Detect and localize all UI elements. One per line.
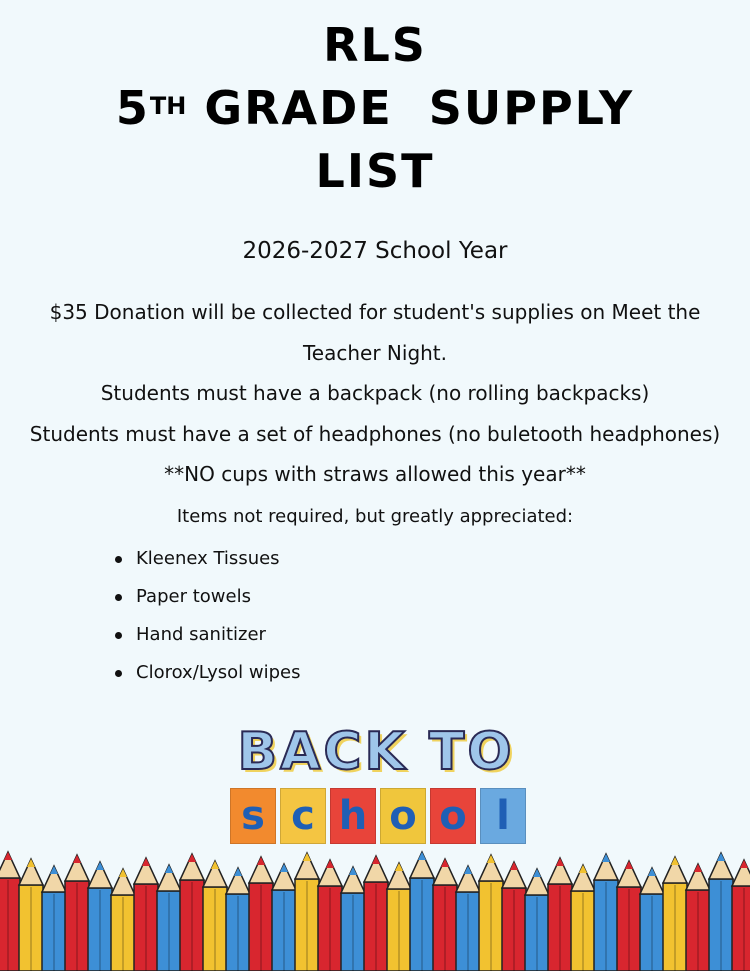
pencil-icon [0, 852, 20, 971]
pencil-icon [180, 854, 204, 971]
list-item-label: Clorox/Lysol wipes [136, 662, 301, 683]
cups-note: **NO cups with straws allowed this year** [164, 462, 586, 486]
pencil-icon [571, 865, 595, 971]
pencil-icon [19, 859, 43, 971]
pencil-icon [88, 862, 112, 971]
pencil-border [0, 842, 750, 971]
pencil-icon [410, 852, 434, 971]
list-item-label: Kleenex Tissues [136, 548, 280, 569]
supply-list [115, 540, 301, 692]
pencil-icon [502, 862, 526, 971]
pencil-icon [433, 859, 457, 971]
pencil-icon [387, 863, 411, 971]
pencil-icon [364, 856, 388, 971]
pencil-icon [456, 866, 480, 971]
info-block [20, 292, 730, 495]
pencil-icon [203, 861, 227, 971]
pencil-icon [548, 858, 572, 971]
list-item [115, 578, 301, 616]
bullet-icon [115, 556, 122, 563]
letter-block: o [430, 788, 476, 844]
list-item-label: Paper towels [136, 586, 251, 607]
list-item [115, 654, 301, 692]
appreciated-heading: Items not required, but greatly appreciated: [176, 506, 574, 527]
letter-block: l [480, 788, 526, 844]
donation-note: $35 Donation will be collected for student's supplies on Meet the Teacher Night. [49, 300, 701, 365]
back-to-school-graphic [226, 722, 526, 848]
letter-block: h [330, 788, 376, 844]
page-title [0, 14, 750, 203]
letter-block: c [280, 788, 326, 844]
pencil-icon [686, 864, 710, 971]
pencil-icon [272, 864, 296, 971]
pencil-icon [295, 853, 319, 971]
bullet-icon [115, 632, 122, 639]
list-item [115, 616, 301, 654]
pencil-icon [640, 868, 664, 971]
pencil-icon [709, 853, 733, 971]
pencil-icon [42, 866, 66, 971]
backpack-note: Students must have a backpack (no rolling backpacks) [100, 381, 650, 405]
headphones-note: Students must have a set of headphones (no buletooth headphones) [29, 421, 721, 446]
list-item-label: Hand sanitizer [136, 624, 266, 645]
pencil-icon [111, 869, 135, 971]
pencil-icon [318, 860, 342, 971]
bullet-icon [115, 670, 122, 677]
title-line-3: LIST [315, 144, 435, 198]
letter-block: s [230, 788, 276, 844]
pencil-icon [732, 860, 750, 971]
pencil-icon [341, 867, 365, 971]
title-line-2 [0, 77, 750, 140]
pencil-icon [525, 869, 549, 971]
pencil-icon [617, 861, 641, 971]
letter-block: o [380, 788, 426, 844]
pencil-icon [249, 857, 273, 971]
pencil-icon [134, 858, 158, 971]
pencil-icon [479, 855, 503, 971]
grade-number: 5 [115, 81, 150, 135]
list-item [115, 540, 301, 578]
grade-suffix: TH [149, 92, 187, 120]
pencil-icon [65, 855, 89, 971]
school-year: 2026-2027 School Year [242, 238, 508, 264]
back-to-text: BACK TO [237, 722, 515, 782]
bullet-icon [115, 594, 122, 601]
pencil-icon [663, 857, 687, 971]
school-letter-blocks [230, 788, 530, 844]
title-line-2-rest: GRADE SUPPLY [204, 81, 635, 135]
title-line-1: RLS [323, 18, 427, 72]
pencil-icon [226, 868, 250, 971]
pencil-icon [157, 865, 181, 971]
pencil-icon [594, 854, 618, 971]
